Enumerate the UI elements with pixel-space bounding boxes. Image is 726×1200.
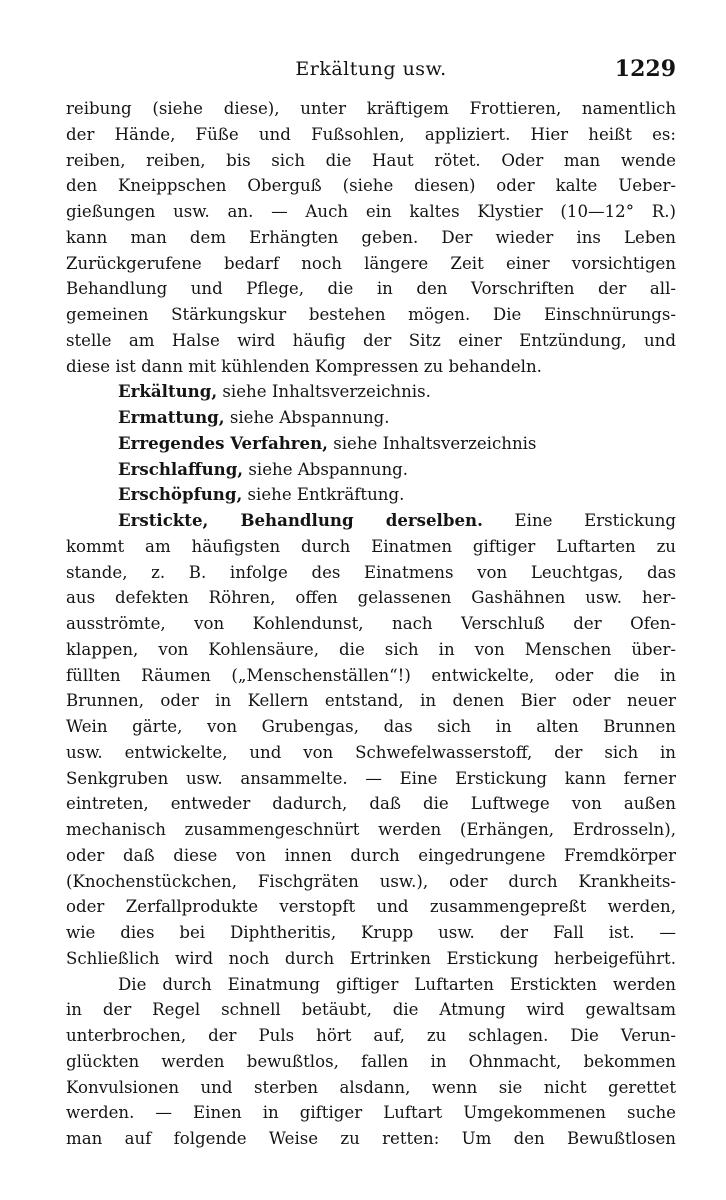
text-line	[66, 714, 676, 740]
text-line	[66, 1023, 676, 1049]
line-text: der Hände, Füße und Fußsohlen, appliziert. Hier heißt es:	[66, 124, 676, 144]
running-title: Erkältung usw.	[295, 58, 447, 80]
text-line	[66, 920, 676, 946]
line-text: ausströmte, von Kohlendunst, nach Verschluß der Ofen-	[66, 614, 676, 633]
line-text: Brunnen, oder in Kellern entstand, in denen Bier oder neuer	[66, 691, 676, 711]
line-text: in der Regel schnell betäubt, die Atmung wird gewaltsam	[66, 1000, 676, 1020]
line-text: diese ist dann mit kühlenden Kompressen zu behandeln.	[66, 356, 542, 376]
line-text: siehe Entkräftung.	[242, 485, 405, 505]
text-line	[66, 122, 676, 148]
line-text: Behandlung und Pflege, die in den Vorschriften der all-	[66, 279, 676, 299]
line-text: Die durch Einatmung giftiger Luftarten Erstickten werden	[118, 974, 676, 994]
text-line	[66, 791, 676, 817]
text-line	[66, 688, 676, 714]
line-text: klappen, von Kohlensäure, die sich in von Menschen über-	[66, 639, 676, 659]
text-line	[66, 972, 676, 998]
entry-headword: Erkältung,	[118, 381, 218, 402]
entry-headword: Erschlaffung,	[118, 458, 244, 479]
text-line	[66, 457, 676, 483]
line-text: werden. — Einen in giftiger Luftart Umgekommenen suche	[66, 1103, 676, 1123]
text-line	[66, 740, 676, 766]
line-text: gemeinen Stärkungskur bestehen mögen. Die Einschnürungs-	[66, 305, 676, 324]
text-line	[66, 148, 676, 174]
line-text: eintreten, entweder dadurch, daß die Luftwege von außen	[66, 794, 676, 814]
line-text: siehe Inhaltsverzeichnis	[327, 433, 537, 453]
line-text: stande, z. B. infolge des Einatmens von Leuchtgas, das	[66, 562, 676, 582]
text-line	[66, 894, 676, 920]
text-line	[66, 302, 676, 328]
line-text: stelle am Halse wird häufig der Sitz einer Entzündung, und	[66, 330, 676, 350]
line-text: oder Zerfallprodukte verstopft und zusammengepreßt werden,	[66, 897, 676, 917]
line-text: reibung (siehe diese), unter kräftigem Frottieren, namentlich	[66, 99, 676, 118]
text-line	[66, 431, 676, 457]
line-text: Senkgruben usw. ansammelte. — Eine Erstickung kann ferner	[66, 768, 676, 788]
line-text: Wein gärte, von Grubengas, das sich in alten Brunnen	[66, 717, 676, 736]
line-text: kann man dem Erhängten geben. Der wieder ins Leben	[66, 227, 676, 247]
line-text: Konvulsionen und sterben alsdann, wenn sie nicht gerettet	[66, 1077, 676, 1097]
text-line	[66, 637, 676, 663]
line-text: oder daß diese von innen durch eingedrungene Fremdkörper	[66, 845, 676, 865]
text-line	[66, 1126, 676, 1152]
line-text: Zurückgerufene bedarf noch längere Zeit einer vorsichtigen	[66, 253, 676, 273]
text-line	[66, 276, 676, 302]
line-text: (Knochenstückchen, Fischgräten usw.), oder durch Krankheits-	[66, 871, 676, 891]
page-header	[66, 58, 676, 88]
line-text: mechanisch zusammengeschnürt werden (Erhängen, Erdrosseln),	[66, 820, 676, 839]
text-line	[66, 663, 676, 689]
text-line	[66, 560, 676, 586]
line-text: reiben, reiben, bis sich die Haut rötet. Oder man wende	[66, 150, 676, 170]
line-text: wie dies bei Diphtheritis, Krupp usw. der Fall ist. —	[66, 923, 676, 942]
line-text: siehe Abspannung.	[243, 459, 409, 479]
text-line	[66, 817, 676, 843]
line-text: den Kneippschen Oberguß (siehe diesen) oder kalte Ueber-	[66, 176, 676, 196]
line-text: siehe Inhaltsverzeichnis.	[217, 382, 431, 402]
text-line	[66, 508, 676, 534]
line-text: glückten werden bewußtlos, fallen in Ohnmacht, bekommen	[66, 1051, 676, 1071]
entry-headword: Erregendes Verfahren,	[118, 432, 328, 453]
line-text: Schließlich wird noch durch Ertrinken Erstickung herbeigeführt.	[66, 948, 676, 968]
entry-headword: Erschöpfung,	[118, 484, 243, 505]
text-line	[66, 379, 676, 405]
text-line	[66, 997, 676, 1023]
text-line	[66, 1075, 676, 1101]
text-line	[66, 328, 676, 354]
page-number: 1229	[614, 56, 676, 82]
line-text: aus defekten Röhren, offen gelassenen Gashähnen usw. her-	[66, 588, 676, 608]
text-line	[66, 96, 676, 122]
text-line	[66, 843, 676, 869]
line-text: unterbrochen, der Puls hört auf, zu schlagen. Die Verun-	[66, 1026, 676, 1045]
line-text: gießungen usw. an. — Auch ein kaltes Klystier (10—12° R.)	[66, 202, 676, 221]
line-text: usw. entwickelte, und von Schwefelwasserstoff, der sich in	[66, 742, 676, 762]
entry-headword: Erstickte, Behandlung derselben.	[118, 510, 483, 530]
text-line	[66, 1100, 676, 1126]
text-line	[66, 1049, 676, 1075]
text-line	[66, 946, 676, 972]
text-line	[66, 869, 676, 895]
text-line	[66, 611, 676, 637]
line-text: siehe Abspannung.	[224, 408, 390, 427]
text-line	[66, 251, 676, 277]
page-body-text	[66, 96, 676, 1152]
line-text: man auf folgende Weise zu retten: Um den Bewußtlosen	[66, 1129, 676, 1148]
line-text: kommt am häufigsten durch Einatmen giftiger Luftarten zu	[66, 536, 676, 556]
line-text: Eine Erstickung	[482, 511, 676, 530]
text-line	[66, 199, 676, 225]
text-line	[66, 173, 676, 199]
text-line	[66, 534, 676, 560]
text-line	[66, 482, 676, 508]
text-line	[66, 354, 676, 380]
text-line	[66, 225, 676, 251]
entry-headword: Ermattung,	[118, 407, 225, 427]
text-line	[66, 405, 676, 431]
text-line	[66, 766, 676, 792]
text-line	[66, 585, 676, 611]
line-text: füllten Räumen („Menschenställen“!) entwickelte, oder die in	[66, 665, 676, 685]
